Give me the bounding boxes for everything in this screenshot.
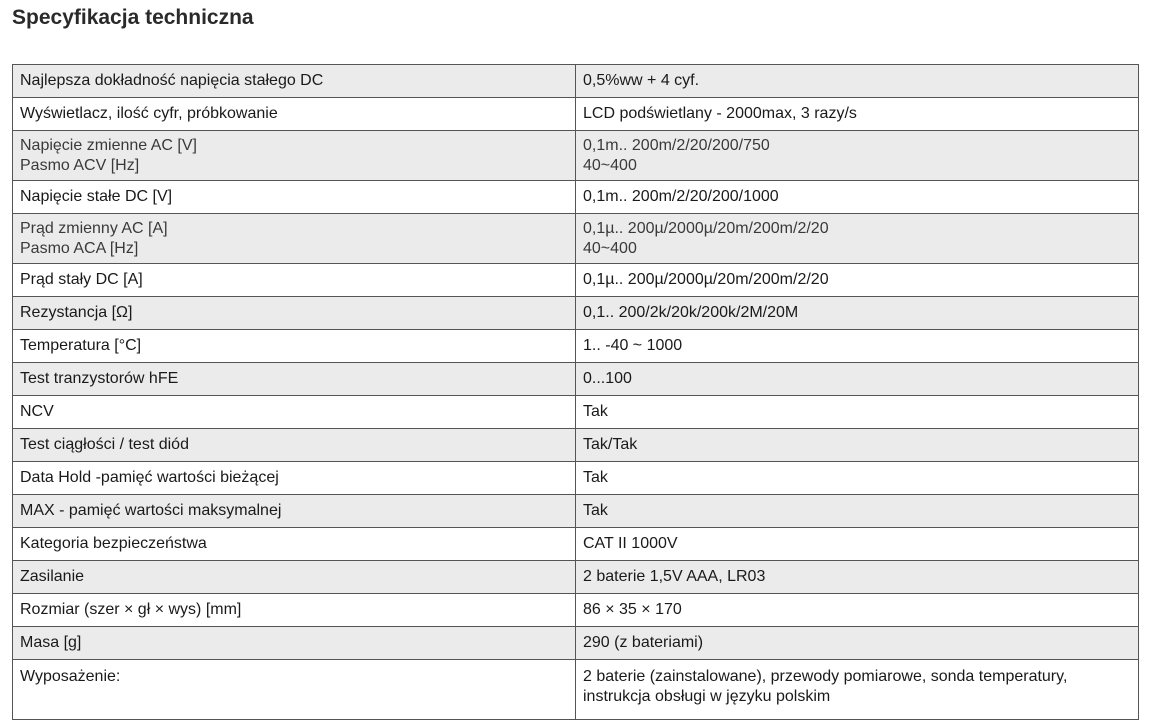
spec-value: 2 baterie (zainstalowane), przewody pomiarowe, sonda temperatury, instrukcja obsługi w języku polskim — [576, 660, 1139, 720]
table-row — [13, 181, 1139, 214]
table-row — [13, 429, 1139, 462]
table-row — [13, 561, 1139, 594]
table-row — [13, 131, 1139, 181]
spec-value: Tak — [576, 495, 1139, 528]
spec-label: Prąd zmienny AC [A] Pasmo ACA [Hz] — [13, 214, 576, 264]
table-row — [13, 330, 1139, 363]
table-row — [13, 396, 1139, 429]
table-row — [13, 98, 1139, 131]
spec-label: Rozmiar (szer × gł × wys) [mm] — [13, 594, 576, 627]
spec-label: Napięcie stałe DC [V] — [13, 181, 576, 214]
spec-label: Wyświetlacz, ilość cyfr, próbkowanie — [13, 98, 576, 131]
spec-value: 0...100 — [576, 363, 1139, 396]
spec-label: Kategoria bezpieczeństwa — [13, 528, 576, 561]
spec-label: Prąd stały DC [A] — [13, 264, 576, 297]
spec-value: 0,5%ww + 4 cyf. — [576, 65, 1139, 98]
spec-value: 86 × 35 × 170 — [576, 594, 1139, 627]
spec-value: LCD podświetlany - 2000max, 3 razy/s — [576, 98, 1139, 131]
spec-value: 0,1m.. 200m/2/20/200/1000 — [576, 181, 1139, 214]
table-row — [13, 462, 1139, 495]
table-row — [13, 528, 1139, 561]
table-row — [13, 214, 1139, 264]
spec-value: Tak — [576, 462, 1139, 495]
spec-value: 0,1µ.. 200µ/2000µ/20m/200m/2/20 40~400 — [576, 214, 1139, 264]
table-row — [13, 363, 1139, 396]
spec-label: Test tranzystorów hFE — [13, 363, 576, 396]
spec-value: CAT II 1000V — [576, 528, 1139, 561]
spec-value: 2 baterie 1,5V AAA, LR03 — [576, 561, 1139, 594]
spec-value: Tak — [576, 396, 1139, 429]
page-title: Specyfikacja techniczna — [12, 6, 254, 29]
spec-value: 1.. -40 ~ 1000 — [576, 330, 1139, 363]
spec-label: Napięcie zmienne AC [V] Pasmo ACV [Hz] — [13, 131, 576, 181]
spec-label: MAX - pamięć wartości maksymalnej — [13, 495, 576, 528]
spec-value: 0,1m.. 200m/2/20/200/750 40~400 — [576, 131, 1139, 181]
table-row — [13, 65, 1139, 98]
spec-label: Test ciągłości / test diód — [13, 429, 576, 462]
spec-label: Rezystancja [Ω] — [13, 297, 576, 330]
spec-label: Data Hold -pamięć wartości bieżącej — [13, 462, 576, 495]
spec-value: 0,1µ.. 200µ/2000µ/20m/200m/2/20 — [576, 264, 1139, 297]
spec-label: Wyposażenie: — [13, 660, 576, 720]
spec-value: 290 (z bateriami) — [576, 627, 1139, 660]
spec-value: 0,1.. 200/2k/20k/200k/2M/20M — [576, 297, 1139, 330]
table-row — [13, 264, 1139, 297]
spec-label: Masa [g] — [13, 627, 576, 660]
spec-table — [12, 64, 1139, 720]
table-row — [13, 660, 1139, 720]
spec-label: Zasilanie — [13, 561, 576, 594]
spec-value: Tak/Tak — [576, 429, 1139, 462]
table-row — [13, 297, 1139, 330]
table-row — [13, 627, 1139, 660]
table-row — [13, 594, 1139, 627]
spec-label: NCV — [13, 396, 576, 429]
table-row — [13, 495, 1139, 528]
spec-label: Temperatura [°C] — [13, 330, 576, 363]
spec-label: Najlepsza dokładność napięcia stałego DC — [13, 65, 576, 98]
